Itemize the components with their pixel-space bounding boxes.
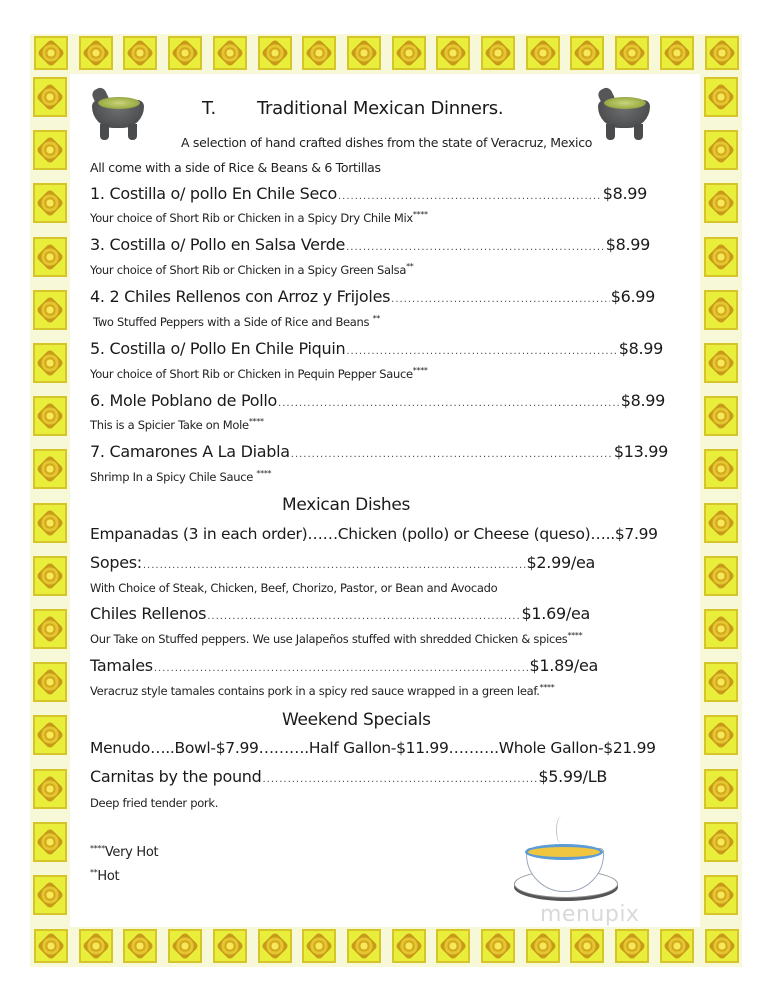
menu-item-chiles-rellenos (90, 604, 590, 623)
border-tile (33, 875, 67, 915)
menu-item-5-description (90, 367, 428, 381)
border-tile (704, 396, 738, 436)
item-price: $8.99 (605, 235, 650, 254)
description-text: Shrimp In a Spicy Chile Sauce (90, 470, 257, 484)
item-name: 1. Costilla o/ pollo En Chile Seco (90, 184, 337, 203)
border-tile (704, 503, 738, 543)
border-tile (436, 929, 470, 963)
item-name: Chiles Rellenos (90, 604, 207, 623)
menu-item-5 (90, 339, 663, 358)
border-tile (33, 183, 67, 223)
item-price: $8.99 (620, 391, 665, 410)
heat-stars: **** (256, 469, 272, 478)
border-tile (704, 715, 738, 755)
legend-hot (90, 869, 119, 884)
border-tile (123, 929, 157, 963)
item-price: $8.99 (602, 184, 647, 203)
menu-item-chiles-rellenos-description (90, 632, 582, 646)
legend-label: Hot (97, 869, 120, 884)
item-name: 3. Costilla o/ Pollo en Salsa Verde (90, 235, 346, 254)
heat-stars: **** (412, 366, 428, 375)
item-name: 5. Costilla o/ Pollo En Chile Piquin (90, 339, 346, 358)
item-price: $5.99/LB (538, 767, 607, 786)
watermark: menupix (540, 902, 640, 927)
border-tile (704, 822, 738, 862)
leader-dots (143, 560, 526, 571)
border-tile (704, 875, 738, 915)
menu-item-6 (90, 391, 665, 410)
leader-dots (207, 611, 520, 622)
border-tile (34, 929, 68, 963)
border-tile (704, 130, 738, 170)
border-tile (705, 929, 739, 963)
leader-dots (338, 191, 602, 202)
item-price: $8.99 (618, 339, 663, 358)
item-name: 4. 2 Chiles Rellenos con Arroz y Frijoles (90, 287, 391, 306)
border-tile (213, 36, 247, 70)
section-subtitle: A selection of hand crafted dishes from the state of Veracruz, Mexico (181, 135, 593, 150)
menu-item-sopes-description: With Choice of Steak, Chicken, Beef, Chorizo, Pastor, or Bean and Avocado (90, 581, 498, 595)
border-tile (526, 929, 560, 963)
border-tile (392, 36, 426, 70)
border-tile (33, 556, 67, 596)
item-name: 6. Mole Poblano de Pollo (90, 391, 278, 410)
item-name: 7. Camarones A La Diabla (90, 442, 290, 461)
molcajete-icon-left (88, 86, 146, 144)
item-price: $6.99 (610, 287, 655, 306)
legend-very-hot (90, 845, 158, 860)
border-tile (704, 237, 738, 277)
menu-item-menudo: Menudo…..Bowl-$7.99……….Half Gallon-$11.99……….Whole Gallon-$21.99 (90, 739, 656, 757)
border-tile (123, 36, 157, 70)
leader-dots (278, 398, 620, 409)
description-text: This is a Spicier Take on Mole (90, 418, 249, 432)
border-tile (258, 36, 292, 70)
menu-item-tamales-description (90, 684, 554, 698)
weekend-specials-heading: Weekend Specials (282, 710, 431, 730)
border-tile (704, 556, 738, 596)
menu-item-6-description (90, 418, 264, 432)
description-text: Our Take on Stuffed peppers. We use Jalapeños stuffed with shredded Chicken & spices (90, 632, 568, 646)
border-tile (33, 449, 67, 489)
molcajete-icon-right (594, 86, 652, 144)
border-tile (258, 929, 292, 963)
leader-dots (391, 294, 610, 305)
item-name: Sopes: (90, 553, 142, 572)
description-text: Your choice of Short Rib or Chicken in a Spicy Dry Chile Mix (90, 211, 413, 225)
border-tile (436, 36, 470, 70)
description-text: Veracruz style tamales contains pork in a spicy red sauce wrapped in a green leaf. (90, 684, 540, 698)
menu-item-sopes (90, 553, 595, 572)
leader-dots (291, 449, 613, 460)
border-tile (526, 36, 560, 70)
leader-dots (263, 774, 538, 785)
border-tile (570, 36, 604, 70)
border-tile (347, 929, 381, 963)
section-title: Traditional Mexican Dinners. (257, 98, 504, 119)
border-tile (302, 929, 336, 963)
heat-stars: **** (90, 844, 105, 853)
border-tile (33, 237, 67, 277)
border-tile (33, 503, 67, 543)
border-tile (615, 929, 649, 963)
item-price: $13.99 (613, 442, 668, 461)
border-tile (704, 609, 738, 649)
menu-item-carnitas-description: Deep fried tender pork. (90, 796, 219, 810)
border-tile (704, 662, 738, 702)
border-tile (481, 36, 515, 70)
border-tile (79, 929, 113, 963)
menu-item-4-description (93, 315, 380, 329)
menu-item-7-description (90, 470, 271, 484)
leader-dots (154, 663, 529, 674)
item-price: $1.69/ea (521, 604, 590, 623)
menu-item-3 (90, 235, 650, 254)
item-price: $1.89/ea (529, 656, 598, 675)
border-tile (79, 36, 113, 70)
border-tile (704, 343, 738, 383)
soup-bowl-icon (514, 812, 619, 907)
border-tile (33, 290, 67, 330)
border-tile (704, 290, 738, 330)
menu-item-1 (90, 184, 647, 203)
menu-item-tamales (90, 656, 598, 675)
description-text: Your choice of Short Rib or Chicken in a Spicy Green Salsa (90, 263, 407, 277)
heat-stars: ** (406, 262, 414, 271)
description-text: Your choice of Short Rib or Chicken in Pequin Pepper Sauce (90, 367, 413, 381)
section-note: All come with a side of Rice & Beans & 6 Tortillas (90, 160, 381, 175)
border-tile (704, 77, 738, 117)
heat-stars: **** (412, 210, 428, 219)
border-tile (33, 822, 67, 862)
border-tile (302, 36, 336, 70)
leader-dots (346, 346, 617, 357)
border-tile (33, 130, 67, 170)
menu-item-7 (90, 442, 668, 461)
border-tile (705, 36, 739, 70)
border-tile (392, 929, 426, 963)
menu-item-4 (90, 287, 655, 306)
border-tile (704, 769, 738, 809)
border-tile (33, 343, 67, 383)
border-tile (704, 449, 738, 489)
border-tile (33, 662, 67, 702)
legend-label: Very Hot (104, 845, 159, 860)
leader-dots (346, 242, 605, 253)
border-tile (660, 929, 694, 963)
heat-stars: **** (539, 683, 555, 692)
border-tile (704, 183, 738, 223)
border-tile (168, 36, 202, 70)
menu-item-empanadas: Empanadas (3 in each order)……Chicken (pollo) or Cheese (queso)…..$7.99 (90, 525, 658, 543)
heat-stars: **** (248, 417, 264, 426)
border-tile (33, 609, 67, 649)
border-tile (34, 36, 68, 70)
border-tile (168, 929, 202, 963)
menu-item-1-description (90, 211, 428, 225)
section-letter: T. (202, 98, 216, 119)
item-name: Carnitas by the pound (90, 767, 262, 786)
border-tile (33, 77, 67, 117)
item-name: Tamales (90, 656, 153, 675)
border-tile (213, 929, 247, 963)
border-tile (33, 396, 67, 436)
border-tile (481, 929, 515, 963)
heat-stars: ** (372, 314, 380, 323)
border-tile (33, 769, 67, 809)
border-tile (347, 36, 381, 70)
border-tile (660, 36, 694, 70)
border-tile (570, 929, 604, 963)
item-price: $2.99/ea (526, 553, 595, 572)
heat-stars: ** (90, 868, 98, 877)
menu-item-carnitas (90, 767, 607, 786)
border-tile (615, 36, 649, 70)
mexican-dishes-heading: Mexican Dishes (282, 495, 411, 515)
heat-stars: **** (567, 631, 583, 640)
menu-item-3-description (90, 263, 414, 277)
border-tile (33, 715, 67, 755)
description-text: Two Stuffed Peppers with a Side of Rice and Beans (93, 315, 373, 329)
